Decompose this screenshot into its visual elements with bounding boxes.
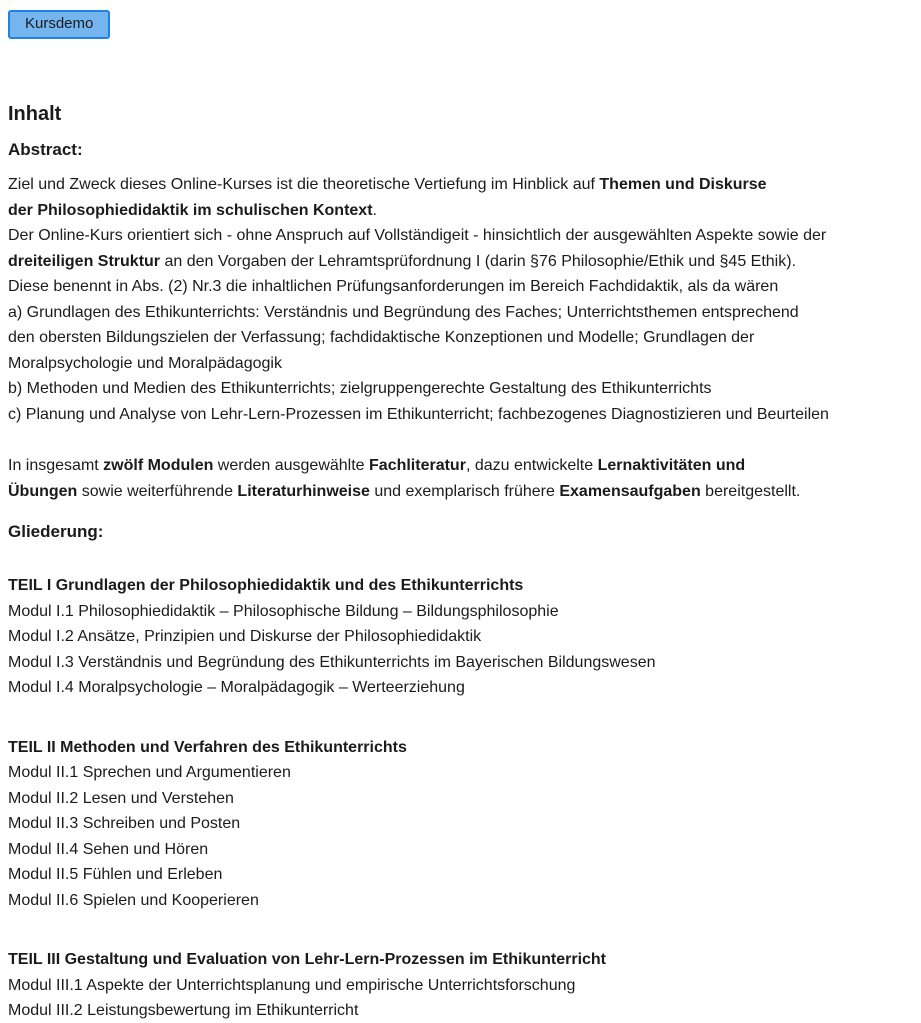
bold-text-run: Examensaufgaben [559,482,701,500]
outline-section [8,735,921,914]
module-item: Modul II.6 Spielen und Kooperieren [8,891,259,909]
outline-section [8,947,921,1023]
page-title-inhalt: Inhalt [8,103,62,125]
kursdemo-button[interactable]: Kursdemo [8,10,110,39]
bold-text-run: Fachliteratur [369,457,466,474]
module-item: Modul I.3 Verständnis und Begründung des Ethikunterrichts im Bayerischen Bildungswesen [8,653,656,671]
text-run: werden ausgewählte [213,457,370,474]
module-item: Modul II.5 Fühlen und Erleben [8,866,223,883]
outline-section-title: TEIL III Gestaltung und Evaluation von Lehr-Lern-Prozessen im Ethikunterricht [8,951,607,968]
bold-text-run: dreiteiligen Struktur [8,252,161,270]
outline-section-title: TEIL I Grundlagen der Philosophiedidaktik und des Ethikunterrichts [8,577,524,594]
abstract-heading: Abstract: [8,140,83,159]
bold-text-run: Literaturhinweise [237,482,370,500]
module-item: Modul III.2 Leistungsbewertung im Ethikunterricht [8,1002,359,1019]
text-run: Moralpsychologie und Moralpädagogik [8,354,282,372]
text-run: Der Online-Kurs orientiert sich - ohne Anspruch auf Vollständigeit - hinsichtlich der ausgewählten Aspekte sowie der [8,227,827,244]
module-item: Modul II.2 Lesen und Verstehen [8,789,234,807]
gliederung-heading: Gliederung: [8,522,104,541]
text-run: . [372,201,377,219]
module-item: Modul I.2 Ansätze, Prinzipien und Diskurse der Philosophiedidaktik [8,628,482,645]
outline-section-title: TEIL II Methoden und Verfahren des Ethikunterrichts [8,738,407,756]
text-run: b) Methoden und Medien des Ethikunterrichts; zielgruppengerechte Gestaltung des Ethikunterrichts [8,380,712,397]
bold-text-run: Übungen [8,482,78,500]
bold-text-run: zwölf Modulen [103,457,214,474]
module-item: Modul I.4 Moralpsychologie – Moralpädagogik – Werteerziehung [8,679,465,696]
module-item: Modul II.3 Schreiben und Posten [8,815,241,832]
text-run: c) Planung und Analyse von Lehr-Lern-Prozessen im Ethikunterricht; fachbezogenes Diagnostizieren und Beurteilen [8,405,829,423]
abstract-paragraph-2 [8,453,921,504]
text-run: an den Vorgaben der Lehramtsprüfordnung I (darin §76 Philosophie/Ethik und §45 Ethik). [160,252,797,270]
abstract-paragraph-1 [8,172,921,427]
text-run: a) Grundlagen des Ethikunterrichts: Verständnis und Begründung des Faches; Unterrichtsthemen entsprechend [8,303,799,321]
module-item: Modul II.4 Sehen und Hören [8,840,209,858]
outline [8,573,921,1023]
text-run: Diese benennt in Abs. (2) Nr.3 die inhaltlichen Prüfungsanforderungen im Bereich Fachdidaktik, als da wären [8,278,779,295]
text-run: , dazu entwickelte [465,457,598,474]
outline-section [8,573,921,701]
module-item: Modul I.1 Philosophiedidaktik – Philosophische Bildung – Bildungsphilosophie [8,602,559,620]
text-run: und exemplarisch frühere [369,482,560,500]
bold-text-run: Themen und Diskurse [599,176,767,193]
module-item: Modul III.1 Aspekte der Unterrichtsplanung und empirische Unterrichtsforschung [8,976,576,994]
text-run: den obersten Bildungszielen der Verfassung; fachdidaktische Konzeptionen und Modelle; Grundlagen der [8,329,755,346]
bold-text-run: der Philosophiedidaktik im schulischen Kontext [8,201,373,219]
text-run: sowie weiterführende [77,482,238,500]
text-run: In insgesamt [8,457,104,474]
bold-text-run: Lernaktivitäten und [597,457,746,474]
text-run: Ziel und Zweck dieses Online-Kurses ist die theoretische Vertiefung im Hinblick auf [8,176,600,193]
text-run: bereitgestellt. [700,482,801,500]
module-item: Modul II.1 Sprechen und Argumentieren [8,764,291,781]
